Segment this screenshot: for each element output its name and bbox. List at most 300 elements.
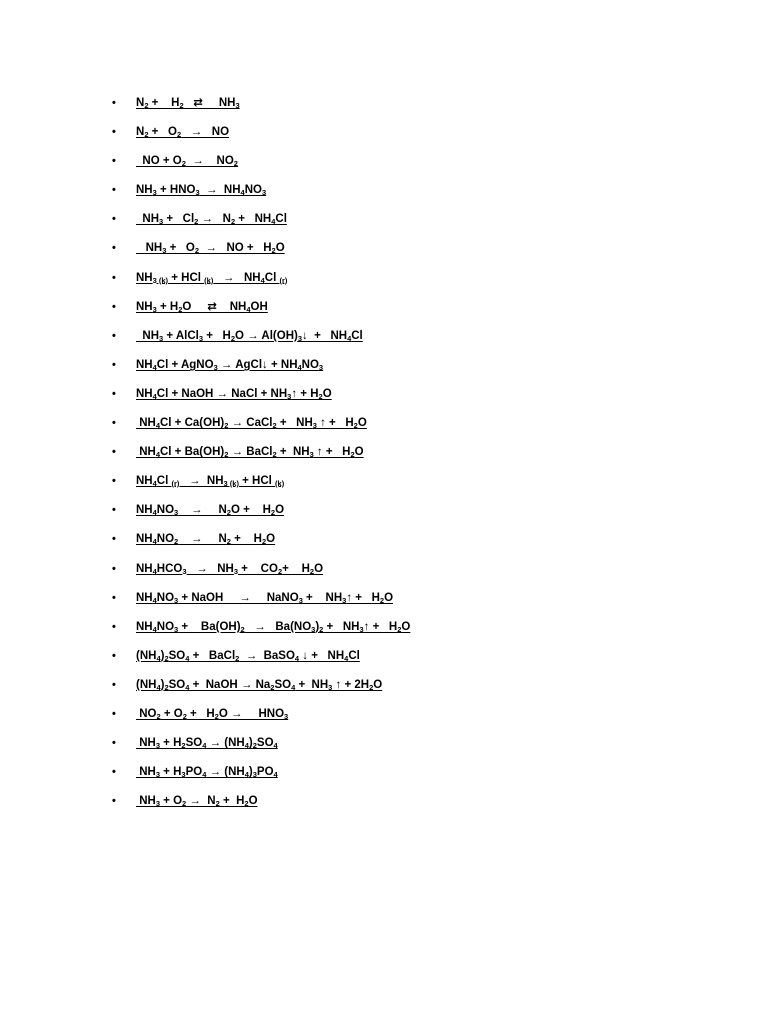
subscript: 4 [152,595,157,605]
subscript: 3 [252,770,257,780]
equation-item [112,93,732,122]
equation-text: O [248,795,258,808]
subscript: 4 [156,653,161,663]
equation-text: + NaOH → NaNO [178,591,299,604]
subscript: 4 [152,624,157,634]
equation-text: NH [136,329,159,342]
equation-text: NH [136,387,153,400]
equation-text: O [373,678,383,691]
bullet-icon: • [112,446,116,459]
equation-text: O [322,387,332,400]
equation-text: NH [136,184,153,197]
bullet-icon: • [112,271,116,284]
subscript: 4 [297,362,302,372]
subscript: 4 [244,741,249,751]
bullet-icon: • [112,329,116,342]
subscript: 4 [347,333,352,343]
equation-text: ↑ + H [291,387,319,400]
subscript: 3 [152,188,157,198]
subscript: 3 [159,333,164,343]
equation-text: Cl + AgNO [156,358,214,371]
chemical-equation [136,762,278,782]
equation-text: + Cl [163,213,195,226]
subscript: 4 [202,770,207,780]
equation-text: PO [256,766,274,779]
equation-text: NH [136,446,156,459]
subscript: 4 [152,362,157,372]
equation-item [112,384,732,413]
subscript: 2 [350,450,355,460]
bullet-icon: • [112,242,116,255]
equation-text: + O [148,126,177,139]
equation-text: O + H [230,504,271,517]
subscript: 2 [252,741,257,751]
subscript: 2 [181,159,186,169]
equation-text: → NH [199,184,241,197]
subscript: 3 [312,421,317,431]
subscript: 4 [271,217,276,227]
subscript: 3 [318,362,324,372]
equation-text: ⇄ NH [183,97,236,109]
subscript: 4 [185,653,190,663]
equation-text: O [384,591,394,604]
equation-text: → (NH [206,737,245,750]
subscript: 2 [156,711,161,721]
chemical-equation [136,209,287,229]
subscript: 4 [152,391,157,401]
equation-text: NO [136,707,157,720]
subscript: 2 [353,421,358,431]
equation-text: → N [178,504,227,517]
equation-text: ) [160,649,165,662]
equation-text: O [401,620,411,633]
equation-text: Cl [156,475,172,488]
subscript: 2 [272,450,277,460]
bullet-icon: • [112,358,116,371]
subscript: 4 [152,508,157,518]
equation-text: SO [185,737,203,750]
equation-item [112,500,732,529]
subscript: 3 (k) [223,479,239,489]
subscript: 4 [155,421,160,431]
equation-text: N [136,126,145,139]
equation-text: NH [136,242,163,255]
equation-text: O [357,417,367,430]
subscript: 2 [277,566,283,576]
equation-list [112,93,732,820]
subscript: 3 [297,333,303,343]
subscript: 3 [162,246,167,256]
equation-text: + NH [276,446,310,459]
equation-item [112,588,732,617]
subscript: 3 [298,595,303,605]
equation-text: + AlCl [163,329,199,342]
equation-text: → NO + H [199,242,272,255]
bullet-icon: • [112,737,116,750]
equation-text: ) [248,766,253,779]
subscript: 3 [155,799,160,809]
chemical-equation [136,675,382,695]
equation-item [112,559,732,588]
equation-text: → NH [179,475,224,488]
equation-text: Cl [348,649,360,662]
equation-item [112,733,732,762]
subscript: 2 [240,624,245,634]
equation-text: NH [136,562,153,575]
subscript: 2 [379,595,385,605]
equation-text: (NH [136,678,157,691]
chemical-equation [136,238,285,258]
equation-text: + H [230,533,262,546]
subscript: 3 [342,595,347,605]
equation-text: NH [136,213,159,226]
subscript: 3 [195,188,200,198]
chemical-equation [136,93,240,113]
subscript: 2 [179,101,184,110]
subscript: 2 [182,711,187,721]
subscript: 4 [294,653,300,663]
chemical-equation [136,413,367,433]
equation-text: + H [159,737,182,750]
subscript: 4 [291,682,296,692]
equation-text: ↓ + NH [302,329,348,342]
subscript: 2 [318,391,323,401]
equation-item [112,442,732,471]
bullet-icon: • [112,562,116,575]
subscript: 3 [198,333,204,343]
subscript: 2 [309,566,315,576]
equation-text: O [354,446,364,459]
subscript: 2 [214,711,219,721]
subscript: 4 [152,566,157,576]
equation-text: + HCl [238,475,276,488]
equation-item [112,355,732,384]
equation-text: NH [136,795,156,808]
subscript: 4 [152,479,157,489]
bullet-icon: • [112,97,116,109]
subscript: 3 [359,624,364,634]
subscript: 2 [244,799,249,809]
equation-text: HCO [156,562,183,575]
equation-text: + NH [276,417,313,430]
chemical-equation [136,442,364,462]
subscript: 4 [273,770,278,780]
chemical-equation [136,646,360,666]
equation-text: → N [186,795,216,808]
equation-text: O [266,533,276,546]
equation-text: → N [178,533,227,546]
subscript: 2 [224,450,229,460]
equation-text: ↑ + H [363,620,398,633]
subscript: 4 [246,304,251,314]
subscript: 2 [270,508,276,518]
subscript: 2 [174,537,179,547]
equation-text: NO [301,358,319,371]
subscript: 4 [273,741,278,751]
subscript: 2 [397,624,402,634]
bullet-icon: • [112,387,116,400]
equation-text: Cl + Ba(OH) [159,446,225,459]
equation-text: + H [219,795,245,808]
equation-item [112,791,732,820]
equation-text: + O [159,795,183,808]
subscript: 2 [233,159,238,169]
subscript: (k) [204,275,214,285]
equation-text: + O [160,707,183,720]
subscript: 2 [230,217,236,227]
subscript: 3 [152,304,157,314]
equation-text: → NO [185,155,234,168]
subscript: 2 [164,682,169,692]
equation-text: ) [315,620,320,633]
equation-text: ) [160,678,165,691]
subscript: 4 [156,682,161,692]
subscript: 3 [155,770,160,780]
equation-item [112,297,732,326]
subscript: 3 [328,682,333,692]
subscript: 4 [344,653,349,663]
subscript: 3 [174,595,179,605]
chemical-equation [136,122,229,142]
bullet-icon: • [112,795,116,808]
equation-text: O → HNO [218,707,285,720]
chemical-equation [136,384,332,404]
bullet-icon: • [112,475,116,488]
subscript: 3 [155,741,160,751]
equation-item [112,675,732,704]
equation-text: + H [156,300,179,313]
equation-item [112,268,732,297]
subscript: 2 [319,624,324,634]
subscript: 3 [287,391,292,401]
bullet-icon: • [112,678,116,691]
equation-text: NO [156,620,175,633]
subscript: 2 [194,246,199,256]
subscript: (r) [171,479,180,489]
bullet-icon: • [112,300,116,313]
equation-text: → Ba(NO [244,620,312,633]
equation-text: + H [203,329,231,342]
equation-text: ↑ + 2H [332,678,370,691]
chemical-equation [136,151,238,171]
subscript: 2 [215,799,220,809]
subscript: 2 [144,130,149,140]
equation-text: NH [136,271,153,284]
equation-item [112,151,732,180]
chemical-equation [136,500,284,520]
subscript: 3 [233,566,238,576]
equation-text: + H [148,97,180,109]
subscript: 4 [202,741,207,751]
equation-text: + HNO [156,184,196,197]
bullet-icon: • [112,591,116,604]
equation-text: + H [186,707,215,720]
equation-text: Cl + NaOH → NaCl + NH [156,387,288,400]
bullet-icon: • [112,620,116,633]
equation-text: SO [274,678,292,691]
equation-text: ↑ + H [313,446,351,459]
equation-text: O [275,242,285,255]
equation-item [112,617,732,646]
equation-text: + CO [237,562,278,575]
equation-text: O [275,504,285,517]
bullet-icon: • [112,707,116,720]
subscript: 3 [182,566,187,576]
equation-text: NH [136,504,153,517]
equation-text: NH [136,417,156,430]
equation-text: (NH [136,649,157,662]
equation-item [112,704,732,733]
equation-item [112,180,732,209]
chemical-equation [136,588,393,608]
bullet-icon: • [112,213,116,226]
bullet-icon: • [112,155,116,168]
equation-text: ↑ + H [346,591,380,604]
subscript: 4 [244,770,249,780]
equation-text: NH [136,737,156,750]
subscript: 2 [230,333,236,343]
equation-text: + NH [295,678,329,691]
equation-text: ↓ + NH [299,649,345,662]
equation-text: + BaCl [189,649,236,662]
subscript: 3 (k) [152,275,169,285]
equation-text: N [136,97,145,109]
equation-text: ↑ + H [316,417,354,430]
equation-text: + O [166,242,195,255]
equation-item [112,646,732,675]
equation-text: Cl [351,329,363,342]
equation-item [112,238,732,267]
equation-text: ) [248,737,253,750]
subscript: (r) [279,275,288,285]
subscript: 2 [181,741,186,751]
subscript: 2 [270,682,275,692]
chemical-equation [136,471,284,491]
equation-item [112,529,732,558]
equation-text: PO [185,766,203,779]
equation-text: O ⇄ NH [182,300,247,313]
equation-text: + NH [302,591,343,604]
chemical-equation [136,529,275,549]
bullet-icon: • [112,533,116,546]
equation-text: NO [156,504,175,517]
subscript: 4 [155,450,160,460]
subscript: (k) [275,479,285,489]
equation-text: NO + O [136,155,182,168]
equation-item [112,209,732,238]
bullet-icon: • [112,504,116,517]
subscript: 2 [235,653,240,663]
equation-item [112,471,732,500]
equation-text: OH [250,300,268,313]
equation-text: → BaCl [228,446,273,459]
bullet-icon: • [112,417,116,430]
subscript: 4 [152,537,157,547]
equation-text: NO [156,591,175,604]
equation-text: → (NH [206,766,245,779]
chemical-equation [136,355,323,375]
subscript: 2 [271,246,276,256]
equation-text: + NH [323,620,360,633]
subscript: 2 [144,101,149,110]
equation-text: NH [136,533,153,546]
equation-text: → N [198,213,231,226]
equation-item [112,122,732,151]
equation-text: → NH [213,271,261,284]
subscript: 4 [240,188,245,198]
chemical-equation [136,704,288,724]
equation-text: → NO [181,126,230,139]
subscript: 3 [235,101,240,110]
subscript: 3 [159,217,164,227]
subscript: 3 [309,450,314,460]
subscript: 2 [176,130,182,140]
subscript: 2 [194,217,199,227]
equation-text: NH [136,358,153,371]
equation-item [112,413,732,442]
equation-text: Cl [275,213,287,226]
equation-text: → NH [186,562,234,575]
subscript: 3 [181,770,186,780]
equation-text: + NH [235,213,272,226]
bullet-icon: • [112,184,116,197]
subscript: 2 [178,304,183,314]
subscript: 2 [226,508,231,518]
subscript: 3 [311,624,316,634]
equation-text: NO [156,533,175,546]
bullet-icon: • [112,126,116,139]
subscript: 3 [174,508,179,518]
equation-text: O [314,562,324,575]
equation-text: NH [136,766,156,779]
subscript: 4 [185,682,190,692]
chemical-equation [136,733,278,753]
subscript: 2 [224,421,229,431]
equation-text: Cl + Ca(OH) [159,417,225,430]
subscript: 2 [164,653,169,663]
chemical-equation [136,268,287,288]
chemical-equation [136,791,258,811]
equation-item [112,326,732,355]
chemical-equation [136,326,363,346]
subscript: 2 [226,537,231,547]
equation-text: + H [282,562,310,575]
equation-text: + NaOH → Na [189,678,271,691]
chemical-equation [136,559,323,579]
bullet-icon: • [112,766,116,779]
chemical-equation [136,297,268,317]
equation-text: → AgCl↓ + NH [217,358,298,371]
subscript: 2 [369,682,374,692]
equation-text: NH [136,591,153,604]
equation-text: + H [159,766,182,779]
chemical-equation [136,180,266,200]
equation-text: SO [168,649,186,662]
equation-text: NH [136,475,153,488]
subscript: 3 [261,188,267,198]
equation-text: SO [168,678,186,691]
equation-text: Cl [264,271,280,284]
equation-text: → BaSO [239,649,295,662]
subscript: 4 [260,275,265,285]
equation-text: + Ba(OH) [178,620,241,633]
equation-item [112,762,732,791]
bullet-icon: • [112,649,116,662]
equation-text: → CaCl [228,417,273,430]
equation-text: + HCl [168,271,205,284]
subscript: 3 [213,362,218,372]
subscript: 2 [182,799,187,809]
